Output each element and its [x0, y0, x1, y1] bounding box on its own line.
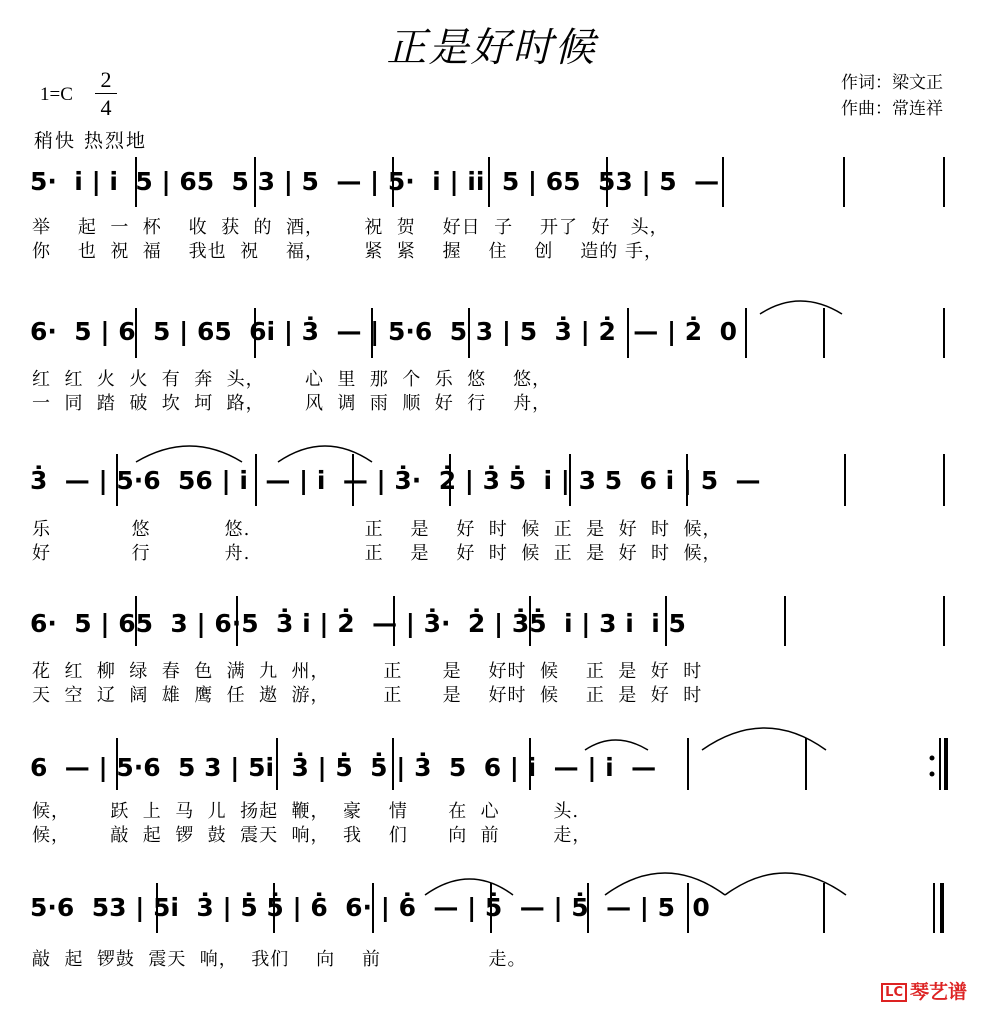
watermark-logo [881, 977, 967, 1004]
barlines-6 [0, 855, 983, 940]
watermark-text: 琴艺谱 [909, 981, 967, 1003]
time-signature-bottom: 4 [95, 93, 117, 121]
notation-line-1: 5· i̇ | i̇ 5 | 65 5 3 | 5 — | 5· i̇ | i̇i̇ 5 | 65 53 | 5 — [30, 167, 720, 196]
key-signature: 1=C [40, 84, 73, 105]
lyric-3-verse-1: 乐 悠 悠. 正 是 好 时 候 正 是 好 时 候， [32, 519, 722, 540]
barlines-5 [0, 712, 983, 802]
barlines-3 [0, 432, 983, 512]
time-signature-top: 2 [100, 67, 112, 92]
logo-icon: LC [881, 983, 907, 1002]
composer-credit: 作曲：常连祥 [841, 99, 943, 118]
tempo-marking: 稍快 热烈地 [34, 130, 148, 152]
lyric-3-verse-2: 好 行 舟. 正 是 好 时 候 正 是 好 时 候， [32, 543, 722, 564]
song-title: 正是好时候 [386, 25, 597, 71]
lyric-1-verse-2: 你 也 祝 福 我也 祝 福， 紧 紧 握 住 创 造的 手， [32, 241, 664, 262]
lyric-4-verse-2: 天 空 辽 阔 雄 鹰 任 遨 游， 正 是 好时 候 正 是 好 时 [32, 685, 703, 706]
lyric-2-verse-2: 一 同 踏 破 坎 坷 路， 风 调 雨 顺 好 行 舟， [32, 393, 552, 414]
lyric-5-verse-1: 候， 跃 上 马 儿 扬起 鞭， 豪 情 在 心 头. [32, 801, 580, 822]
notation-line-6: 5·6 53 | 5i̇ 3̇ | 5̇ 5̇ | 6̇ 6· | 6̇ — | 5̇ — | 5̇ — | 5 0 [30, 893, 710, 922]
lyric-2-verse-1: 红 红 火 火 有 奔 头， 心 里 那 个 乐 悠 悠， [32, 369, 552, 390]
barlines-4 [0, 590, 983, 650]
lyricist-credit: 作词：梁文正 [841, 73, 943, 92]
notation-line-3: 3̇ — | 5·6 56 | i̇ — | i̇ — | 3̇· 2̇ | 3̇ 5̇ i̇ | 3 5 6 i̇ | 5 — [30, 466, 761, 495]
barlines-2 [0, 292, 983, 362]
lyric-6-verse-1: 敲 起 锣鼓 震天 响， 我们 向 前 走。 [32, 949, 527, 970]
lyric-1-verse-1: 举 起 一 杯 收 获 的 酒， 祝 贺 好日 子 开了 好 头， [32, 217, 669, 238]
barlines-1 [0, 155, 983, 210]
lyric-5-verse-2: 候， 敲 起 锣 鼓 震天 响， 我 们 向 前 走， [32, 825, 592, 846]
lyric-4-verse-1: 花 红 柳 绿 春 色 满 九 州， 正 是 好时 候 正 是 好 时 [32, 661, 703, 682]
notation-line-5: 6 — | 5·6 5 3 | 5i̇ 3̇ | 5̇ 5̇ | 3̇ 5 6 | i̇ — | i̇ — [30, 753, 657, 782]
notation-line-2: 6· 5 | 6 5 | 65 6i̇ | 3̇ — | 5·6 5 3 | 5 3̇ | 2̇ — | 2̇ 0 [30, 317, 738, 346]
time-signature [95, 66, 117, 121]
notation-line-4: 6· 5 | 65 3 | 6·5 3̇ i̇ | 2̇ — | 3̇· 2̇ | 3̇5̇ i̇ | 3 i̇ i̇ 5 [30, 609, 686, 638]
